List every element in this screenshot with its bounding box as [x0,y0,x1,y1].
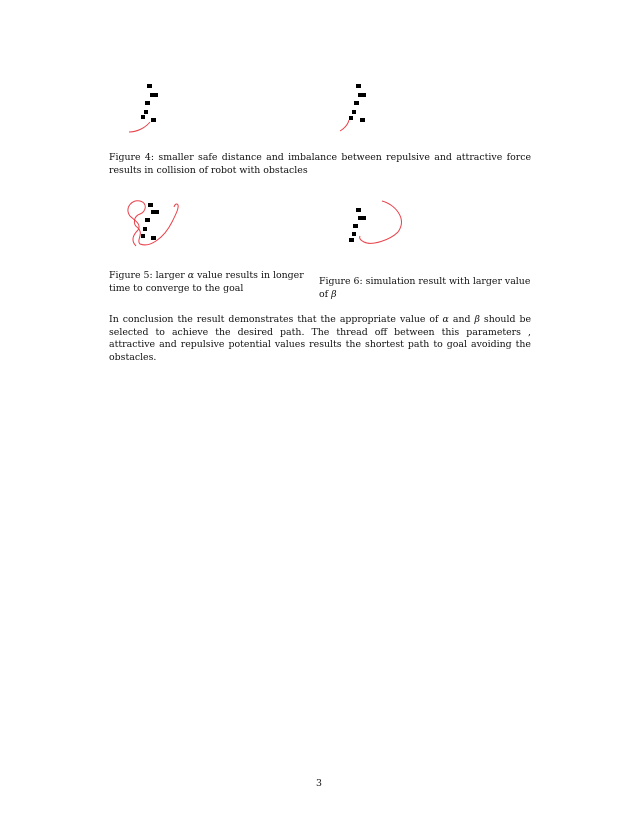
obstacle [354,101,359,105]
figure-4a-svg [120,80,170,138]
robot-path [129,122,150,132]
obstacle [144,110,148,114]
obstacle [360,118,365,122]
obstacle [151,236,156,240]
figure-4b-svg [333,80,373,138]
obstacle [141,234,145,238]
beta-symbol: β [331,288,337,300]
conclusion-paragraph [109,314,531,364]
obstacle [353,224,358,228]
figure-4a-plot [120,80,170,138]
alpha-symbol: α [442,314,449,325]
paragraph-text: should be selected to achieve the desired path. The thread off between this parameters , attractive and repulsive potential values results the shortest path to goal avoiding the obstacles. [109,314,531,363]
caption-text: Figure 6: simulation result with larger value of [319,276,531,300]
obstacle [356,84,361,88]
obstacle [145,101,150,105]
figure-4-caption: Figure 4: smaller safe distance and imbalance between repulsive and attractive force results in collision of robot with obstacles [109,152,531,176]
caption-text: Figure 5: larger [109,270,188,281]
obstacle [349,116,353,120]
alpha-symbol: α [187,270,195,281]
obstacle [358,93,366,97]
caption-text: value results in longer time to converge to the goal [109,270,304,294]
obstacle [352,110,356,114]
figure-5-plot [124,196,188,252]
beta-symbol: β [474,314,480,325]
obstacle [151,118,156,122]
figure-5-svg [124,196,188,252]
obstacle [141,115,145,119]
obstacle [145,218,150,222]
paragraph-text: In conclusion the result demonstrates that the appropriate value of [109,314,443,325]
paragraph-text: and [448,314,475,325]
obstacle [349,238,354,242]
page-number: 3 [316,778,322,789]
figure-6-caption [319,276,539,301]
figure-6-plot [338,196,408,252]
robot-path [340,120,349,131]
figure-4b-plot [333,80,373,138]
obstacle [352,232,356,236]
obstacle [150,93,158,97]
robot-path [360,201,402,243]
obstacle [143,227,147,231]
obstacle [358,216,366,220]
obstacle [148,203,153,207]
obstacle [151,210,159,214]
obstacle [356,208,361,212]
figure-6-svg [338,196,408,252]
obstacle [147,84,152,88]
figure-5-caption [109,270,319,295]
